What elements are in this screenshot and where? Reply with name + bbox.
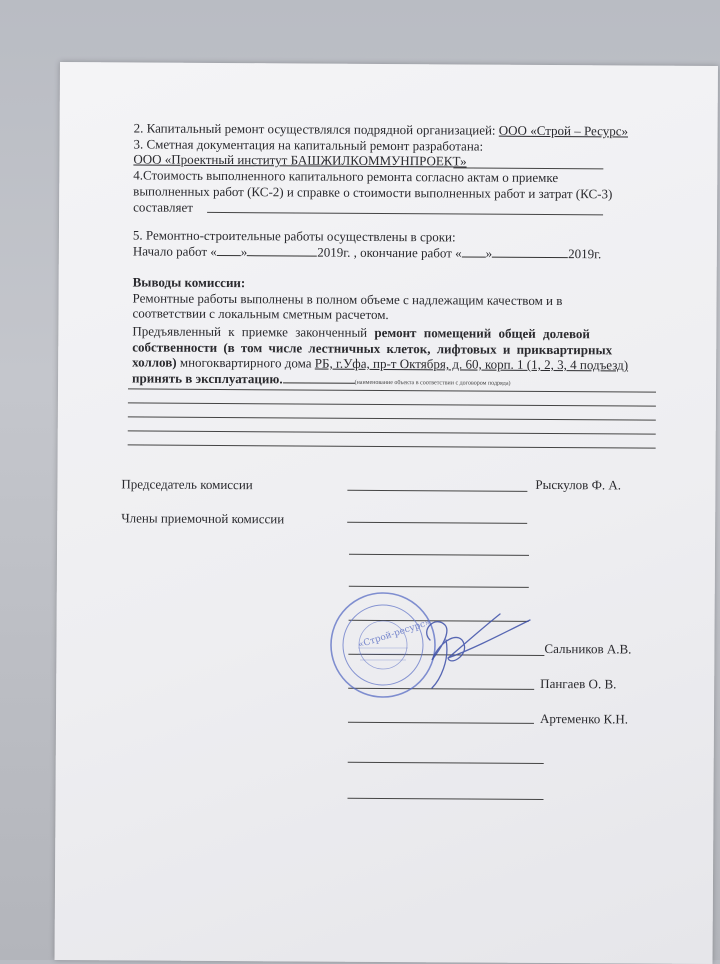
contractor-org: ООО «Строй – Ресурс» xyxy=(498,122,629,139)
object-address: РБ, г.Уфа, пр-т Октября, д. 60, корп. 1 (1, 2, 3, 4 подъезд) xyxy=(314,355,629,373)
blank-line-5 xyxy=(128,444,656,448)
member-sign-line-a xyxy=(347,522,527,524)
end-day-field xyxy=(462,245,486,257)
p2-d: холлов) xyxy=(132,354,177,370)
start-label: Начало работ « xyxy=(132,243,217,259)
member2-name: Пангаев О. В. xyxy=(540,675,617,692)
item-2 xyxy=(134,120,629,138)
end-month-field xyxy=(492,246,568,258)
document-page xyxy=(55,62,718,964)
stamp-text: «Строй-ресурс» xyxy=(357,617,432,651)
item-4-line3: составляет xyxy=(133,199,194,215)
quote-close-2: » xyxy=(485,245,493,261)
design-org xyxy=(133,151,466,168)
p2-a: Предъявленный к приемке законченный xyxy=(132,323,375,340)
members-label: Члены приемочной комиссии xyxy=(121,510,285,527)
member-sign-line-f xyxy=(348,798,544,800)
item-4-line2: выполненных работ (КС-2) и справке о стоимости выполненных работ и затрат (КС-3) xyxy=(133,183,613,202)
conclusions-line2: соответствии с локальным сметным расчетом. xyxy=(132,305,389,323)
p2-g: принять в эксплуатацию. xyxy=(132,370,283,387)
item-2-text: 2. Капитальный ремонт осуществлялся подрядной организацией: xyxy=(133,120,499,138)
member1-signature xyxy=(390,600,540,690)
item-3-text: 3. Сметная документация на капитальный ремонт разработана: xyxy=(133,136,484,154)
member-sign-line-b xyxy=(349,554,529,556)
start-day-field xyxy=(217,244,241,256)
conclusions-heading: Выводы комиссии: xyxy=(132,274,246,291)
blank-line-1 xyxy=(128,388,656,392)
blank-line-2 xyxy=(128,402,656,406)
small-note: (наименование объекта в соответствии с договором подряда) xyxy=(354,379,511,387)
chairman-label: Председатель комиссии xyxy=(121,476,253,493)
design-org-name: ООО «Проектный институт БАШЖИЛКОММУНПРОЕКТ» xyxy=(133,151,467,169)
conclusions-p2-line1 xyxy=(132,323,590,341)
end-year: 2019г. xyxy=(568,246,602,262)
conclusions-line1: Ремонтные работы выполнены в полном объеме с надлежащим качеством и в xyxy=(132,290,563,309)
conclusions-p2-line2: собственности (в том числе лестничных клеток, лифтовых и приквартирных xyxy=(132,339,613,358)
end-label: 2019г. , окончание работ « xyxy=(317,244,462,261)
blank-line-4 xyxy=(128,430,656,434)
start-month-field xyxy=(247,244,317,256)
cost-fill-line xyxy=(207,212,603,215)
conclusions-p2-line3 xyxy=(132,354,628,372)
item-5-line1: 5. Ремонтно-строительные работы осуществлены в сроки: xyxy=(132,227,456,245)
item-5-dates xyxy=(133,243,602,261)
member-sign-line-c xyxy=(349,586,529,588)
p2-b: ремонт помещений общей долевой xyxy=(374,324,590,342)
object-name-field xyxy=(283,371,355,383)
chairman-name: Рыскулов Ф. А. xyxy=(535,476,622,493)
item-4-line1: 4.Стоимость выполненного капитального ремонта согласно актам о приемке xyxy=(133,167,559,186)
member-sign-line-e xyxy=(348,762,544,764)
p2-e: многоквартирного дома xyxy=(176,354,315,371)
member3-name: Артеменко К.Н. xyxy=(539,710,629,727)
blank-line-3 xyxy=(128,416,656,420)
member3-sign-line xyxy=(348,722,534,724)
member1-name: Сальников А.В. xyxy=(544,640,632,657)
chairman-sign-line xyxy=(347,490,527,492)
quote-close-1: » xyxy=(240,244,248,260)
